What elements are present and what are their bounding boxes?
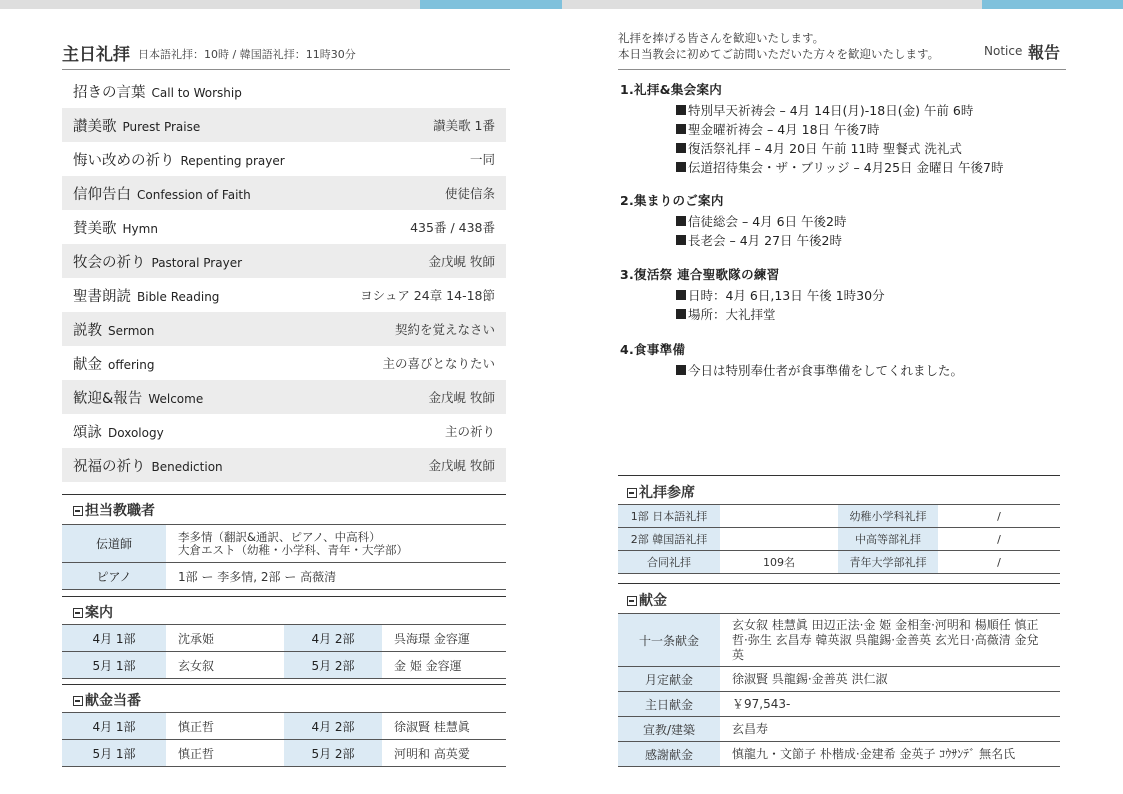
order-item-value: 435番 / 438番 <box>410 220 495 235</box>
welcome-line-1: 礼拝を捧げる皆さんを歓迎いたします。 <box>618 31 825 45</box>
announcement-title: 2.集まりのご案内 <box>620 193 724 208</box>
announcement-title: 4.食事準備 <box>620 342 686 357</box>
announcement-line: 復活祭礼拝 – 4月 20日 午前 11時 聖餐式 洗礼式 <box>620 139 1003 158</box>
guide-month: 5月 1部 <box>62 652 166 679</box>
order-row <box>62 108 506 142</box>
duty-name: 慎正哲 <box>166 713 284 740</box>
order-item-value: ヨシュア 24章 14-18節 <box>360 288 495 303</box>
duty-section-title: 献金当番 <box>62 684 506 714</box>
order-item-value: 讃美歌 1番 <box>433 118 495 133</box>
offering-value: ￥97,543- <box>720 692 1060 717</box>
bullet-square-icon <box>676 162 686 172</box>
order-row <box>62 210 506 244</box>
attendance-table <box>618 504 1060 574</box>
announcement-1 <box>620 80 1003 177</box>
order-item-jp: 説教 <box>73 322 102 339</box>
duty-name: 慎正哲 <box>166 740 284 767</box>
order-item-value: 主の喜びとなりたい <box>382 356 495 371</box>
bullet-square-icon <box>676 216 686 226</box>
order-item-jp: 聖書朗読 <box>73 288 131 305</box>
announcement-line: 長老会 – 4月 27日 午後2時 <box>620 231 847 250</box>
order-item-en: Hymn <box>122 221 158 236</box>
attendance-label: 1部 日本語礼拝 <box>618 505 720 528</box>
offering-label: 宣教/建築 <box>618 717 720 742</box>
announcement-line: 伝道招待集会・ザ・ブリッジ – 4月25日 金曜日 午後7時 <box>620 158 1003 177</box>
section-box-icon <box>73 608 83 618</box>
announcement-line: 聖金曜祈祷会 – 4月 18日 午後7時 <box>620 120 1003 139</box>
attendance-label: 幼稚小学科礼拝 <box>838 505 938 528</box>
order-item-value: 金戊峴 牧師 <box>428 458 495 473</box>
order-item-en: Confession of Faith <box>137 187 251 202</box>
announcement-line: 日時：4月 6日,13日 午後 1時30分 <box>620 286 885 305</box>
order-row <box>62 278 506 312</box>
order-item-value: 契約を覚えなさい <box>394 322 495 337</box>
offering-value: 玄昌寿 <box>720 717 1060 742</box>
announcement-line: 今日は特別奉仕者が食事準備をしてくれました。 <box>620 361 963 380</box>
order-item-value: 使徒信条 <box>444 186 495 201</box>
staff-table <box>62 524 506 590</box>
offering-value: 慎龍九・文節子 朴楷成·金建希 金英子 ｺｳｻﾝﾃﾞ 無名氏 <box>720 742 1060 767</box>
order-item-jp: 祝福の祈り <box>73 458 146 475</box>
section-box-icon <box>627 488 637 498</box>
order-row <box>62 414 506 448</box>
offering-section-title: 献金 <box>618 583 1060 613</box>
bullet-square-icon <box>676 235 686 245</box>
order-item-en: Bible Reading <box>137 289 220 304</box>
worship-title: 主日礼拝 <box>62 45 130 65</box>
table-row <box>62 625 506 652</box>
announcement-line: 特別早天祈祷会 – 4月 14日(月)-18日(金) 午前 6時 <box>620 101 1003 120</box>
order-item-jp: 招きの言葉 <box>73 84 146 101</box>
order-item-jp: 悔い改めの祈り <box>73 152 175 169</box>
order-item-en: Purest Praise <box>122 119 201 134</box>
table-row <box>618 692 1060 717</box>
announcement-4 <box>620 340 963 380</box>
order-item-jp: 牧会の祈り <box>73 254 146 271</box>
announcement-line: 場所：大礼拝堂 <box>620 305 885 324</box>
order-item-value: 金戊峴 牧師 <box>428 390 495 405</box>
order-item-jp: 賛美歌 <box>73 220 117 237</box>
announcement-3 <box>620 265 885 324</box>
top-bar-left-accent <box>420 0 562 9</box>
attendance-value <box>720 528 838 551</box>
offering-value: 玄女叙 桂慧眞 田辺正法·金 姫 金相奎·河明和 楊順任 慎正哲·弥生 玄昌寿 韓英淑 呉龍錫·金善英 玄光日·高薇清 金兌英 <box>720 614 1060 667</box>
announcement-2 <box>620 191 847 250</box>
order-row <box>62 74 506 108</box>
staff-label: ピアノ <box>62 563 166 590</box>
worship-times: 日本語礼拝：10時 / 韓国語礼拝：11時30分 <box>138 48 356 61</box>
attendance-label: 2部 韓国語礼拝 <box>618 528 720 551</box>
guide-month: 4月 2部 <box>284 625 382 652</box>
order-item-en: Doxology <box>108 425 164 440</box>
order-item-en: Welcome <box>148 391 204 406</box>
worship-header <box>62 40 510 70</box>
bullet-square-icon <box>676 143 686 153</box>
order-item-en: Call to Worship <box>151 85 242 100</box>
offering-label: 感謝献金 <box>618 742 720 767</box>
duty-name: 徐淑賢 桂慧眞 <box>382 713 506 740</box>
bullet-square-icon <box>676 365 686 375</box>
order-item-en: Pastoral Prayer <box>151 255 243 270</box>
order-item-en: Sermon <box>108 323 155 338</box>
table-row <box>618 667 1060 692</box>
order-item-value: 金戊峴 牧師 <box>428 254 495 269</box>
table-row <box>62 563 506 590</box>
order-row <box>62 380 506 414</box>
duty-month: 5月 2部 <box>284 740 382 767</box>
order-row <box>62 244 506 278</box>
offering-label: 主日献金 <box>618 692 720 717</box>
bullet-square-icon <box>676 124 686 134</box>
order-item-en: Repenting prayer <box>180 153 285 168</box>
order-item-en: Benediction <box>151 459 223 474</box>
section-box-icon <box>73 696 83 706</box>
top-bar-left <box>0 0 420 9</box>
duty-month: 4月 1部 <box>62 713 166 740</box>
attendance-section-title: 礼拝参席 <box>618 475 1060 505</box>
order-item-jp: 信仰告白 <box>73 186 131 203</box>
attendance-value: / <box>938 505 1060 528</box>
order-item-value: 一同 <box>469 152 495 167</box>
guide-name: 呉海璟 金容運 <box>382 625 506 652</box>
offering-label: 月定献金 <box>618 667 720 692</box>
notice-label: Notice <box>984 44 1023 58</box>
order-row <box>62 176 506 210</box>
table-row <box>618 614 1060 667</box>
order-row <box>62 312 506 346</box>
attendance-label: 青年大学部礼拝 <box>838 551 938 574</box>
guide-table <box>62 624 506 679</box>
offering-table <box>618 613 1060 767</box>
duty-month: 5月 1部 <box>62 740 166 767</box>
table-row <box>62 652 506 679</box>
section-box-icon <box>73 506 83 516</box>
announcement-title: 1.礼拝&集会案内 <box>620 82 723 97</box>
staff-value: 李多情（翻訳&通訳、ピアノ、中高科） 大倉エスト（幼稚・小学科、青年・大学部） <box>166 525 506 563</box>
guide-name: 金 姫 金容運 <box>382 652 506 679</box>
top-bar-right <box>562 0 982 9</box>
table-row <box>62 713 506 740</box>
announcement-line: 信徒総会 – 4月 6日 午後2時 <box>620 212 847 231</box>
table-row <box>618 717 1060 742</box>
offering-label: 十一条献金 <box>618 614 720 667</box>
announcement-title: 3.復活祭 連合聖歌隊の練習 <box>620 267 780 282</box>
order-item-value: 主の祈り <box>444 424 495 439</box>
table-row <box>618 551 1060 574</box>
offering-value: 徐淑賢 呉龍錫·金善英 洪仁淑 <box>720 667 1060 692</box>
order-item-en: offering <box>108 357 155 372</box>
guide-name: 玄女叙 <box>166 652 284 679</box>
duty-name: 河明和 高英愛 <box>382 740 506 767</box>
attendance-label: 中高等部礼拝 <box>838 528 938 551</box>
order-item-jp: 歓迎&報告 <box>73 390 143 407</box>
table-row <box>62 525 506 563</box>
order-of-worship <box>62 74 506 482</box>
bullet-square-icon <box>676 309 686 319</box>
attendance-label: 合同礼拝 <box>618 551 720 574</box>
attendance-value: / <box>938 551 1060 574</box>
attendance-value: 109名 <box>720 551 838 574</box>
order-item-jp: 献金 <box>73 356 102 373</box>
order-row <box>62 142 506 176</box>
order-item-jp: 頌詠 <box>73 424 102 441</box>
attendance-value: / <box>938 528 1060 551</box>
report-title: 報告 <box>1028 43 1061 62</box>
report-header <box>618 30 1066 70</box>
table-row <box>62 740 506 767</box>
staff-value: 1部 ー 李多情, 2部 ー 高薇清 <box>166 563 506 590</box>
guide-month: 5月 2部 <box>284 652 382 679</box>
order-row <box>62 448 506 482</box>
section-box-icon <box>627 596 637 606</box>
order-row <box>62 346 506 380</box>
duty-month: 4月 2部 <box>284 713 382 740</box>
top-bar-right-accent <box>982 0 1123 9</box>
table-row <box>618 505 1060 528</box>
staff-section-title: 担当教職者 <box>62 494 506 524</box>
guide-name: 沈承姫 <box>166 625 284 652</box>
bullet-square-icon <box>676 105 686 115</box>
order-item-jp: 讃美歌 <box>73 118 117 135</box>
guide-month: 4月 1部 <box>62 625 166 652</box>
welcome-line-2: 本日当教会に初めてご訪問いただいた方々を歓迎いたします。 <box>618 47 940 61</box>
attendance-value <box>720 505 838 528</box>
table-row <box>618 528 1060 551</box>
duty-table <box>62 712 506 767</box>
staff-label: 伝道師 <box>62 525 166 563</box>
table-row <box>618 742 1060 767</box>
bullet-square-icon <box>676 290 686 300</box>
guide-section-title: 案内 <box>62 596 506 626</box>
